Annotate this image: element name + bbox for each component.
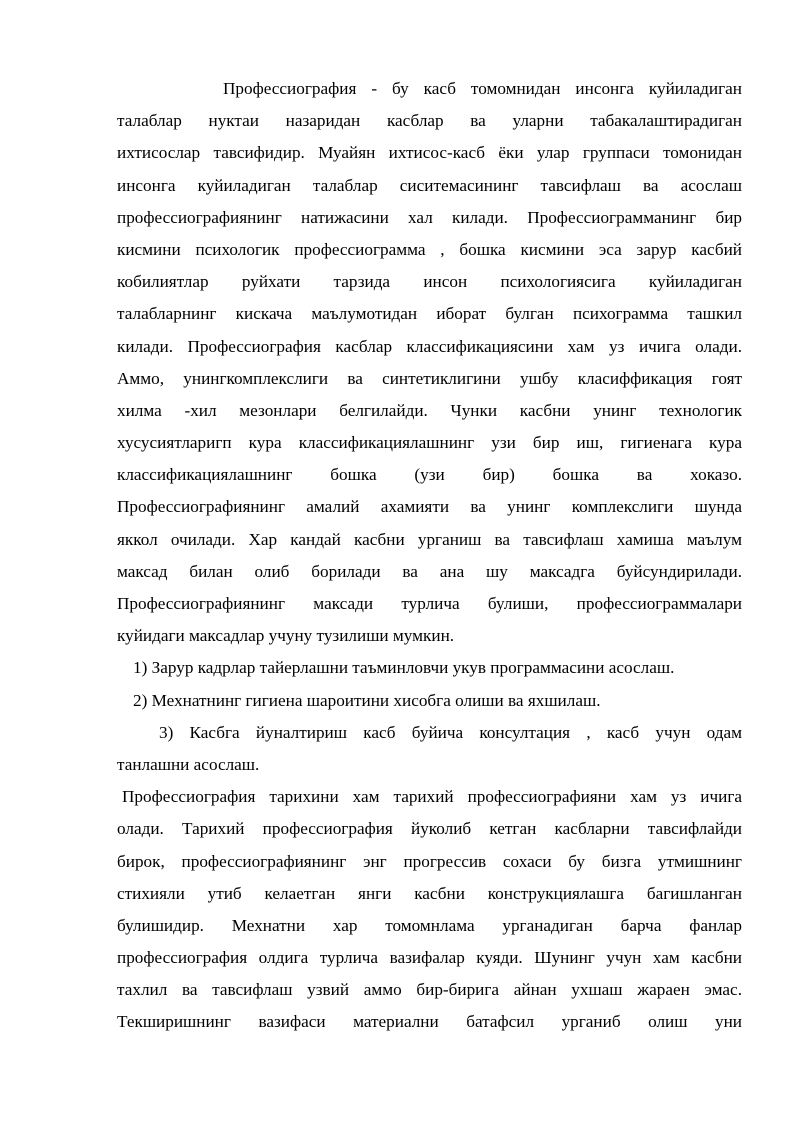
text-line-30: Текширишнинг вазифаси материални батафсил урганиб олиш уни [117,1012,742,1032]
text-line-29: тахлил ва тавсифлаш узвий аммо бир-бирига айнан ухшаш жараен эмас. [117,980,742,1000]
list-item-3-continued: танлашни асослаш. [117,754,260,774]
list-item-2: 2) Мехнатнинг гигиена шароитини хисобга олиши ва яхшилаш. [133,690,601,710]
text-line-28: профессиография олдига турлича вазифалар куяди. Шунинг учун хам касбни [117,948,742,968]
body-text [117,73,742,1039]
text-line-1: Профессиография - бу касб томомнидан инсонга куйиладиган [223,79,742,98]
text-line-23: Профессиография тарихини хам тарихий профессиографияни хам уз ичига [122,787,742,807]
text-line-3: ихтисослар тавсифидир. Муайян ихтисос-касб ёки улар группаси томонидан [117,143,742,163]
text-line-18: куйидаги максадлар учуну тузилиши мумкин. [117,626,455,646]
text-line-15: яккол очилади. Хар кандай касбни урганиш ва тавсифлаш хамиша маълум [117,529,742,549]
text-line-12: хусусиятларигп кура классификациялашнинг узи бир иш, гигиенага кура [117,433,742,453]
text-line-2: талаблар нуктаи назаридан касблар ва уларни табакалаштирадиган [117,111,742,131]
text-line-13: классификациялашнинг бошка (узи бир) бошка ва хоказо. [117,465,742,485]
text-line-4: инсонга куйиладиган талаблар сиситемасининг тавсифлаш ва асослаш [117,175,742,195]
text-line-9: килади. Профессиография касблар классификациясини хам уз ичига олади. [117,336,742,356]
text-line-11: хилма -хил мезонлари белгилайди. Чунки касбни унинг технологик [117,400,742,420]
list-item-1: 1) Зарур кадрлар тайерлашни таъминловчи укув программасини асослаш. [133,658,675,678]
text-line-27: булишидир. Мехнатни хар томомнлама урганадиган барча фанлар [117,915,742,935]
text-line-8: талабларнинг кискача маълумотидан иборат булган психограмма ташкил [117,304,742,324]
text-line-25: бирок, профессиографиянинг энг прогрессив сохаси бу бизга утмишнинг [117,851,742,871]
text-line-17: Профессиографиянинг максади турлича булиши, профессиограммалари [117,594,742,613]
text-line-26: стихияли утиб келаетган янги касбни конструкциялашга багишланган [117,883,742,903]
text-line-6: кисмини психологик профессиограмма , бошка кисмини эса зарур касбий [117,239,742,259]
text-line-5: профессиографиянинг натижасини хал килади. Профессиограмманинг бир [117,207,742,227]
list-item-3: 3) Касбга йуналтириш касб буйича консултация , касб учун одам [159,722,742,742]
text-line-7: кобилиятлар руйхати тарзида инсон психологиясига куйиладиган [117,272,742,292]
text-line-10: Аммо, унингкомплекслиги ва синтетиклигини ушбу класиффикация гоят [117,368,742,388]
text-line-14: Профессиографиянинг амалий ахамияти ва унинг комплекслиги шунда [117,497,742,517]
text-line-16: максад билан олиб борилади ва ана шу максадга буйсундирилади. [117,561,742,581]
text-line-24: олади. Тарихий профессиография йуколиб кетган касбларни тавсифлайди [117,819,742,839]
